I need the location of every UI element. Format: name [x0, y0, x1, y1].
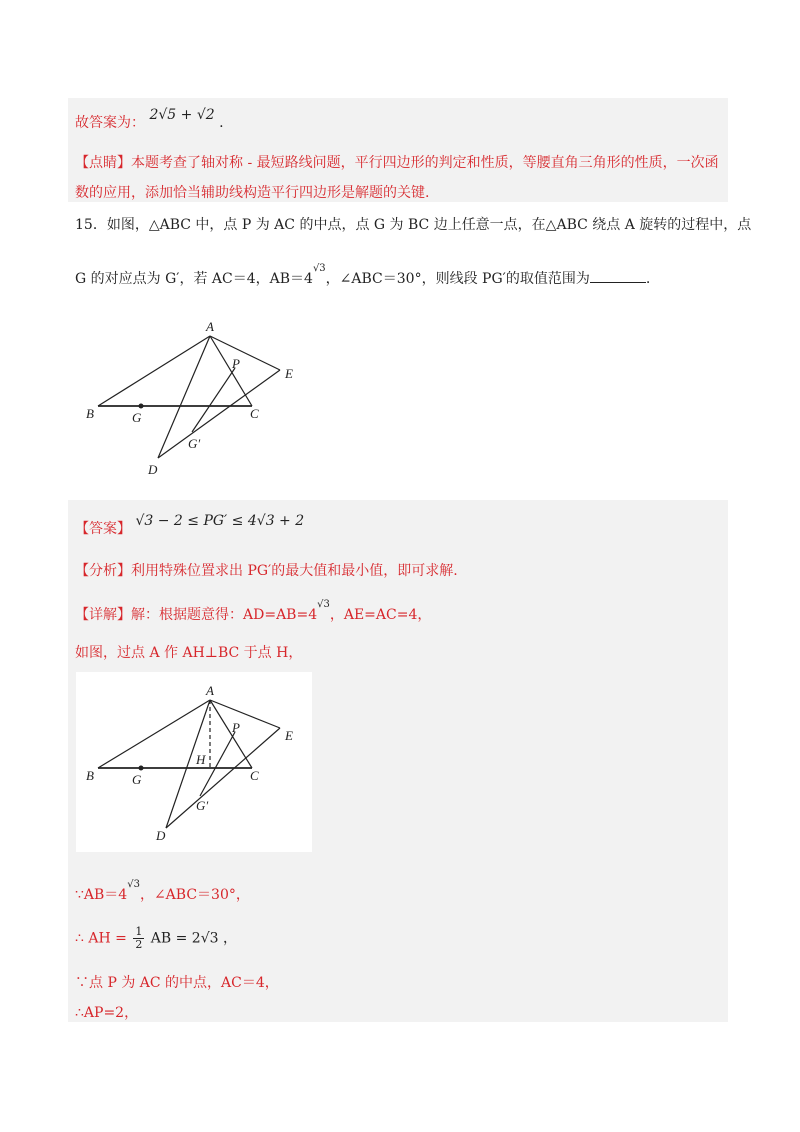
- figure-2: [80, 680, 310, 848]
- because-line-2: ∵点 P 为 AC 的中点，AC＝4，: [75, 975, 279, 991]
- answer-prefix: 故答案为：: [75, 115, 145, 131]
- question-line-2a: G 的对应点为 G′，若 AC＝4，AB＝4: [75, 271, 313, 287]
- label-G: G: [132, 772, 142, 787]
- figure-1: [80, 318, 310, 478]
- because-line-1: [75, 879, 250, 904]
- fraction-denominator: 2: [135, 938, 143, 951]
- therefore-line-2: ∴AP=2，: [75, 1005, 139, 1021]
- seg-AB: [98, 336, 210, 406]
- answer-blank[interactable]: [590, 270, 646, 283]
- label-Gp: G′: [196, 798, 209, 813]
- label-C: C: [250, 768, 259, 783]
- analysis-tag: 【分析】: [75, 563, 131, 579]
- seg-PGp: [192, 368, 235, 432]
- therefore-1a: ∴ AH =: [75, 930, 132, 947]
- sqrt3-sup-2: √3: [317, 599, 330, 610]
- label-D: D: [148, 462, 158, 477]
- detail-tag: 【详解】: [75, 607, 131, 623]
- answer-expression: 2√5 + √2: [149, 107, 215, 123]
- comment-line-2: 数的应用，添加恰当辅助线构造平行四边形是解题的关键.: [75, 185, 430, 201]
- question-line-2: [75, 263, 651, 288]
- answer-line: [75, 513, 305, 538]
- label-G: G: [132, 410, 142, 425]
- label-B: B: [86, 768, 94, 783]
- label-E: E: [285, 366, 293, 381]
- label-A: A: [206, 319, 214, 334]
- label-C: C: [250, 406, 259, 421]
- detail-text-a: 解：根据题意得：AD=AB=4: [131, 607, 318, 623]
- seg-AB: [98, 700, 210, 768]
- point-G: [139, 404, 144, 409]
- label-Gp: G′: [188, 436, 201, 451]
- answer-line-prev: [75, 107, 224, 132]
- fraction-half: [133, 926, 144, 951]
- label-A: A: [206, 683, 214, 698]
- comment-tag: 【点睛】: [75, 155, 131, 171]
- label-P: P: [232, 720, 240, 735]
- sqrt3-sup: √3: [312, 263, 326, 274]
- question-line-2b: ，∠ABC＝30°，则线段 PG′的取值范围为: [325, 271, 590, 287]
- seg-AE: [210, 700, 280, 728]
- answer-tag: 【答案】: [75, 521, 131, 537]
- because-1a: ∵AB＝4: [75, 887, 128, 903]
- answer-end: .: [219, 115, 224, 131]
- because-1b: ，∠ABC＝30°，: [139, 887, 250, 903]
- point-G: [139, 766, 144, 771]
- detail-line: [75, 599, 432, 624]
- therefore-1b: AB = 2√3 ，: [146, 930, 237, 947]
- label-P: P: [232, 356, 240, 371]
- question-line-2-end: .: [645, 271, 651, 287]
- label-H: H: [196, 752, 206, 767]
- therefore-line-1: [75, 926, 237, 951]
- comment-line-1: [75, 152, 719, 172]
- label-E: E: [285, 728, 293, 743]
- question-line-1: 15．如图，△ABC 中，点 P 为 AC 的中点，点 G 为 BC 边上任意一点，在△ABC 绕点 A 旋转的过程中，点: [75, 217, 752, 233]
- label-B: B: [86, 406, 94, 421]
- analysis-line: [75, 560, 458, 580]
- comment-text-1: 本题考查了轴对称 - 最短路线问题，平行四边形的判定和性质，等腰直角三角形的性质，一次函: [131, 155, 719, 171]
- analysis-text: 利用特殊位置求出 PG′的最大值和最小值，即可求解.: [131, 563, 458, 579]
- answer-range-expression: √3 − 2 ≤ PG′ ≤ 4√3 + 2: [135, 513, 305, 529]
- as-figure-line: 如图，过点 A 作 AH⊥BC 于点 H，: [75, 645, 303, 661]
- fraction-numerator: 1: [135, 925, 143, 938]
- sqrt3-sup-3: √3: [127, 879, 140, 890]
- label-D: D: [156, 828, 166, 843]
- detail-text-b: ，AE=AC=4，: [329, 607, 432, 623]
